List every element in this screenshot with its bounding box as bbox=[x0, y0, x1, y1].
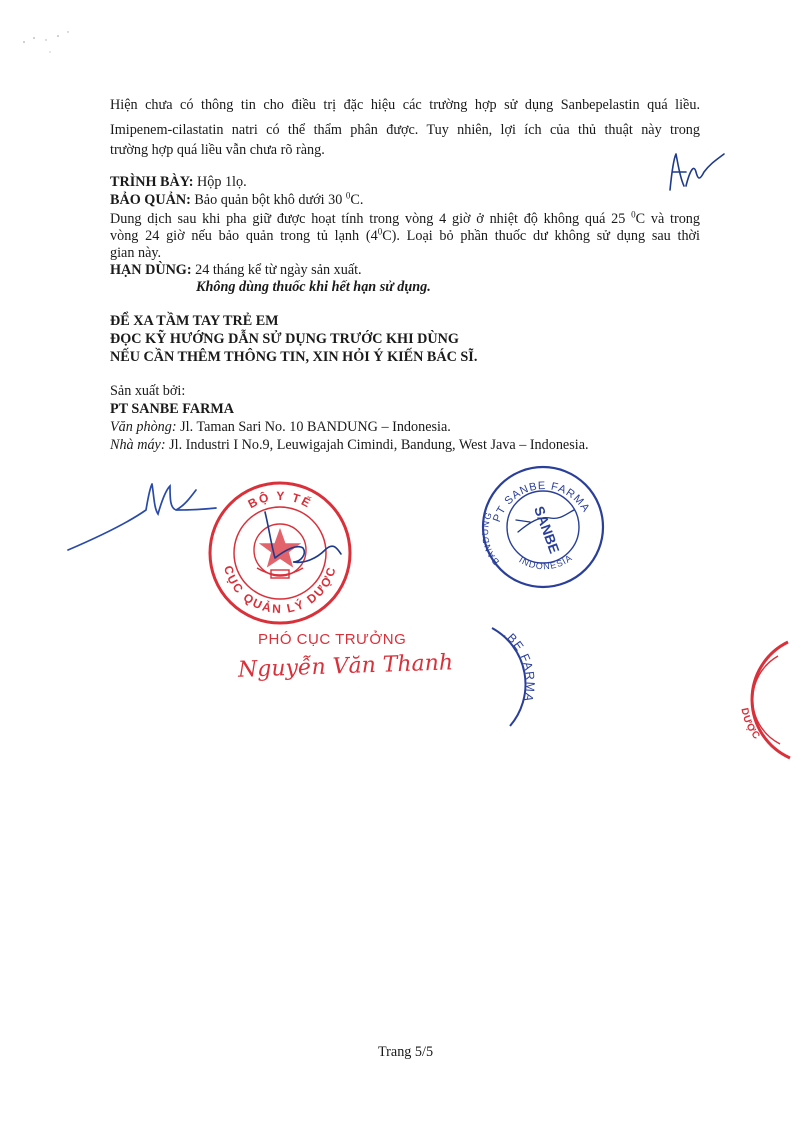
red-partial-text: DƯỢC bbox=[738, 706, 763, 743]
manufacturer-factory bbox=[110, 436, 589, 454]
ministry-stamp bbox=[205, 478, 355, 628]
expiry-label: HẠN DÙNG: bbox=[110, 262, 192, 278]
warning-line-3: NẾU CẦN THÊM THÔNG TIN, XIN HỎI Ý KIẾN BÁC SĨ. bbox=[110, 349, 478, 365]
warning-line-2: ĐỌC KỸ HƯỚNG DẪN SỬ DỤNG TRƯỚC KHI DÙNG bbox=[110, 331, 459, 347]
scan-specks bbox=[20, 28, 100, 68]
storage-line-1 bbox=[110, 191, 363, 209]
presentation-label: TRÌNH BÀY: bbox=[110, 174, 194, 190]
expiry-value: 24 tháng kể từ ngày sản xuất. bbox=[195, 262, 362, 278]
storage-line-3 bbox=[110, 227, 700, 245]
presentation-value: Hộp 1lọ. bbox=[196, 174, 247, 190]
presentation-line bbox=[110, 173, 247, 191]
storage-unit: C. bbox=[350, 192, 364, 208]
sanbe-partial-text: .BE FARMA bbox=[501, 626, 538, 704]
storage-line-2-text: Dung dịch sau khi pha giữ được hoạt tính trong vòng 4 giờ ở nhiệt độ không quá 25 bbox=[110, 211, 632, 227]
svg-text:INDONESIA bbox=[517, 552, 574, 571]
manufacturer-name: PT SANBE FARMA bbox=[110, 401, 235, 417]
storage-line-2-degree: 0 bbox=[631, 209, 636, 220]
factory-value: Jl. Industri I No.9, Leuwigajah Cimindi, Bandung, West Java – Indonesia. bbox=[169, 437, 589, 453]
sanbe-stamp-left-text: BANDUNG bbox=[480, 510, 502, 567]
initial-signature-top bbox=[660, 150, 730, 200]
office-value: Jl. Taman Sari No. 10 BANDUNG – Indonesia. bbox=[180, 419, 451, 435]
sanbe-stamp-partial bbox=[490, 622, 550, 732]
manufacturer-label: Sản xuất bởi: bbox=[110, 383, 186, 399]
storage-line-3-text: vòng 24 giờ nếu bảo quản trong tủ lạnh (4 bbox=[110, 228, 378, 244]
storage-line-2-unit: C và trong bbox=[635, 211, 700, 227]
overdose-line-3: trường hợp quá liều vẫn chưa rõ ràng. bbox=[110, 142, 325, 158]
sanbe-stamp-top-text: PT SANBE FARMA bbox=[490, 479, 593, 524]
svg-text:BỘ Y TẾ bbox=[246, 489, 315, 511]
storage-line-4: gian này. bbox=[110, 245, 162, 261]
office-label: Văn phòng: bbox=[110, 419, 177, 435]
signatory-title: PHÓ CỤC TRƯỞNG bbox=[258, 631, 407, 648]
expiry-warning: Không dùng thuốc khi hết hạn sử dụng. bbox=[196, 279, 431, 295]
page-number: Trang 5/5 bbox=[378, 1044, 434, 1060]
overdose-line-1: Hiện chưa có thông tin cho điều trị đặc hiệu các trường hợp sử dụng Sanbepelastin quá liều. bbox=[110, 97, 700, 113]
storage-line-3-unit: C). Loại bỏ phần thuốc dư không sử dụng sau thời bbox=[382, 228, 700, 244]
sanbe-stamp-center-text: SANBE bbox=[531, 503, 563, 556]
storage-value: Bảo quản bột khô dưới 30 bbox=[194, 192, 346, 208]
ministry-stamp-bottom-text: CỤC QUẢN LÝ DƯỢC bbox=[220, 564, 340, 617]
expiry-line bbox=[110, 261, 362, 279]
ministry-stamp-top-text: BỘ Y TẾ bbox=[245, 488, 315, 512]
storage-line-3-degree: 0 bbox=[377, 226, 383, 237]
warning-line-1: ĐỂ XA TẦM TAY TRẺ EM bbox=[110, 313, 279, 329]
overdose-line-2: Imipenem-cilastatin natri có thể thẩm phân được. Tuy nhiên, lợi ích của thủ thuật này trong bbox=[110, 122, 700, 138]
storage-line-2 bbox=[110, 210, 700, 228]
factory-label: Nhà máy: bbox=[110, 437, 166, 453]
manufacturer-office bbox=[110, 418, 451, 436]
sanbe-stamp-bottom-text: INDONESIA bbox=[517, 552, 575, 572]
storage-label: BẢO QUẢN: bbox=[110, 192, 191, 208]
red-stamp-partial bbox=[728, 640, 798, 760]
national-emblem-icon bbox=[254, 524, 306, 578]
storage-degree: 0 bbox=[345, 190, 351, 201]
signatory-name: Nguyễn Văn Thanh bbox=[237, 650, 454, 683]
sanbe-stamp bbox=[478, 462, 608, 592]
svg-text:.BE FARMA bbox=[501, 627, 537, 704]
